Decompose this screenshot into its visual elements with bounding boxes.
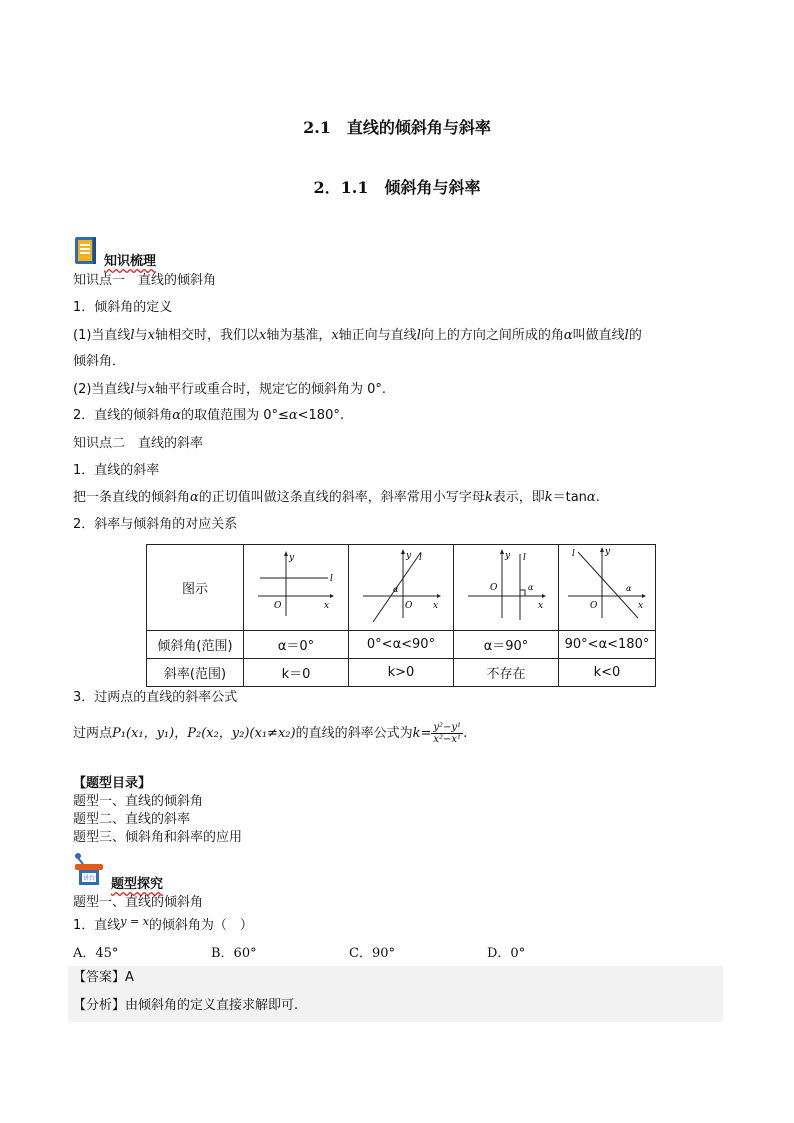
diagram-obtuse-angle (559, 545, 656, 631)
slope-cell: 不存在 (454, 659, 559, 687)
definition-heading: 1．倾斜角的定义 (73, 300, 173, 315)
definition-1-cont: 倾斜角． (73, 354, 126, 369)
diagram-origin-label: O (590, 600, 598, 611)
catalog-title: 【题型目录】 (73, 776, 152, 791)
catalog-item: 题型三、倾斜角和斜率的应用 (73, 830, 243, 845)
type-heading: 题型一、直线的倾斜角 (73, 895, 204, 910)
diagram-origin-label: O (490, 582, 498, 593)
diagram-zero-angle (244, 545, 349, 631)
option-d[interactable]: D．0° (487, 946, 526, 961)
diagram-right-angle (454, 545, 559, 631)
angle-cell: α＝90° (454, 631, 559, 659)
svg-text:讲台: 讲台 (82, 875, 96, 882)
option-b[interactable]: B．60° (211, 946, 257, 961)
diagram-y-label: y (406, 550, 412, 561)
diagram-y-label: y (605, 546, 611, 557)
table-row-label: 图示 (147, 545, 244, 631)
catalog-item: 题型一、直线的倾斜角 (73, 794, 204, 809)
formula-heading: 3．过两点的直线的斜率公式 (73, 690, 238, 705)
slope-angle-table (146, 544, 656, 687)
angle-cell: 90°<α<180° (559, 631, 656, 659)
podium-icon (73, 852, 105, 892)
catalog-item: 题型二、直线的斜率 (73, 812, 191, 827)
diagram-x-label: x (538, 600, 544, 611)
slope-heading: 1．直线的斜率 (73, 463, 160, 478)
slope-fraction: $\frac{\text{y²−y¹}}{\text{x²−x¹}}$ (433, 722, 462, 745)
table-row-label: 倾斜角(范围) (147, 631, 244, 659)
diagram-origin-label: O (274, 600, 282, 611)
book-icon (73, 236, 101, 270)
diagram-y-label: y (505, 550, 511, 561)
knowledge-point-1: 知识点一 直线的倾斜角 (73, 273, 217, 288)
diagram-l-label: l (419, 552, 422, 563)
option-c[interactable]: C．90° (349, 946, 395, 961)
angle-cell: α＝0° (244, 631, 349, 659)
question-1: 1．直线$^{y = x}$的倾斜角为（ ） (73, 915, 253, 933)
slope-definition: 把一条直线的倾斜角α的正切值叫做这条直线的斜率，斜率常用小写字母k表示，即k＝tanα. (73, 490, 600, 505)
slope-cell: k＝0 (244, 659, 349, 687)
knowledge-badge-label: 知识梳理 (104, 254, 157, 269)
page-title: 2.1 直线的倾斜角与斜率 (303, 118, 491, 137)
diagram-alpha-label: α (393, 584, 399, 594)
diagram-y-label: y (289, 552, 295, 563)
diagram-origin-label: O (405, 600, 413, 611)
table-row-label: 斜率(范围) (147, 659, 244, 687)
analysis: 【分析】由倾斜角的定义直接求解即可. (73, 998, 299, 1013)
slope-cell: k>0 (349, 659, 454, 687)
diagram-alpha-label: α (528, 582, 534, 592)
diagram-acute-angle (349, 545, 454, 631)
option-a[interactable]: A．45° (73, 946, 119, 961)
diagram-alpha-label: α (626, 583, 632, 593)
slope-cell: k<0 (559, 659, 656, 687)
definition-2: (2)当直线l与x轴平行或重合时，规定它的倾斜角为 0°. (73, 382, 386, 397)
diagram-l-label: l (523, 552, 526, 563)
section-title: 2．1.1 倾斜角与斜率 (313, 178, 481, 197)
answer: 【答案】A (73, 970, 134, 985)
diagram-l-label: l (330, 573, 333, 584)
relation-heading: 2．斜率与倾斜角的对应关系 (73, 517, 238, 532)
slope-formula: 过两点P₁(x₁，y₁)，P₂(x₂，y₂)(x₁≠x₂)的直线的斜率公式为k= $\frac{\text{y²−y¹}}{\text{x²−x¹}}$ . (73, 722, 468, 745)
diagram-x-label: x (638, 600, 644, 611)
diagram-l-label: l (572, 548, 575, 559)
diagram-x-label: x (324, 600, 330, 611)
knowledge-point-2: 知识点二 直线的斜率 (73, 436, 204, 451)
angle-range: 2．直线的倾斜角α的取值范围为 0°≤α<180°. (73, 408, 344, 423)
diagram-x-label: x (433, 600, 439, 611)
angle-cell: 0°<α<90° (349, 631, 454, 659)
definition-1: (1)当直线l与x轴相交时，我们以x轴为基准，x轴正向与直线l向上的方向之间所成的角α叫做直线l的 (73, 328, 642, 343)
exploration-badge-label: 题型探究 (111, 877, 164, 892)
